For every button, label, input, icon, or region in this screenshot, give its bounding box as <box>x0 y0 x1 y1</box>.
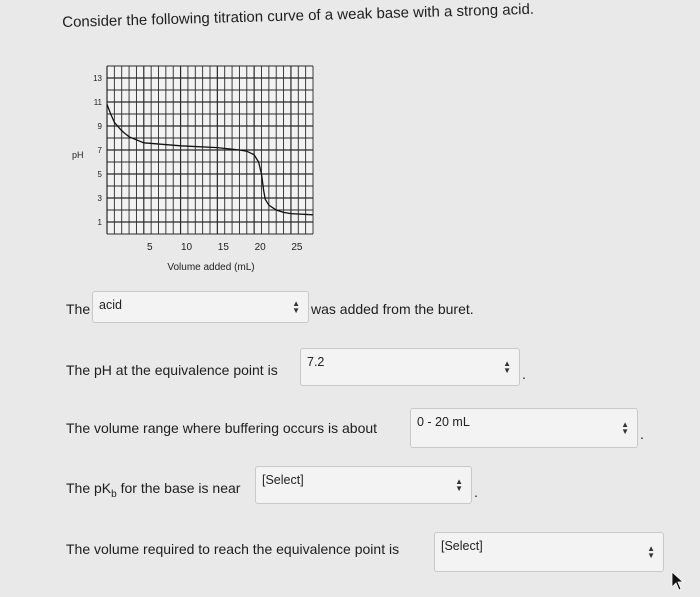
y-tick-labels <box>93 74 102 227</box>
updown-arrows-icon: ▲ ▼ <box>503 359 511 375</box>
y-tick-label: 7 <box>97 146 102 155</box>
updown-arrows-icon: ▲ ▼ <box>292 299 300 315</box>
question-title: Consider the following titration curve of a weak base with a strong acid. <box>62 0 535 31</box>
q2-suffix: . <box>522 366 526 382</box>
q4-suffix: . <box>474 484 478 500</box>
x-tick-label: 5 <box>147 242 153 253</box>
q1-suffix: was added from the buret. <box>311 301 474 317</box>
mouse-pointer-icon <box>671 571 685 591</box>
q4-prefix <box>66 480 240 500</box>
q1-prefix: The <box>66 301 91 317</box>
y-tick-label: 3 <box>97 194 102 203</box>
q3-suffix: . <box>640 426 644 442</box>
q2-prefix: The pH at the equivalence point is <box>66 362 278 378</box>
y-tick-label: 5 <box>97 170 102 179</box>
q3-selected-value: 0 - 20 mL <box>417 415 470 429</box>
q4-prefix-main: The pK <box>66 480 112 496</box>
titration-graph <box>55 60 325 280</box>
x-tick-label: 20 <box>254 242 266 253</box>
x-axis-label: Volume added (mL) <box>167 262 255 273</box>
x-tick-labels <box>147 242 303 253</box>
q4-prefix-rest: for the base is near <box>116 480 241 496</box>
q5-prefix: The volume required to reach the equivalence point is <box>66 541 400 557</box>
graph-grid <box>107 66 313 234</box>
q5-dropdown[interactable] <box>434 532 664 572</box>
q2-dropdown[interactable] <box>300 348 520 386</box>
updown-arrows-icon: ▲ ▼ <box>647 544 655 560</box>
y-tick-label: 13 <box>93 74 102 83</box>
updown-arrows-icon: ▲ ▼ <box>621 420 629 436</box>
q5-selected-value: [Select] <box>441 539 483 553</box>
question-1 <box>66 301 90 317</box>
q1-selected-value: acid <box>99 298 122 312</box>
y-tick-label: 1 <box>97 218 102 227</box>
q1-dropdown[interactable] <box>92 291 309 323</box>
x-tick-label: 25 <box>291 242 303 253</box>
y-tick-label: 11 <box>93 98 102 107</box>
y-tick-label: 9 <box>97 122 102 131</box>
q4-prefix-subscript: b <box>111 488 117 500</box>
y-axis-label: pH <box>72 150 84 160</box>
x-tick-label: 15 <box>217 242 229 253</box>
q3-dropdown[interactable] <box>410 408 638 448</box>
q2-selected-value: 7.2 <box>307 355 325 369</box>
x-tick-label: 10 <box>181 242 193 253</box>
q3-prefix: The volume range where buffering occurs is about <box>66 420 378 436</box>
q4-selected-value: [Select] <box>262 473 304 487</box>
q4-dropdown[interactable] <box>255 466 472 504</box>
updown-arrows-icon: ▲ ▼ <box>455 477 463 493</box>
